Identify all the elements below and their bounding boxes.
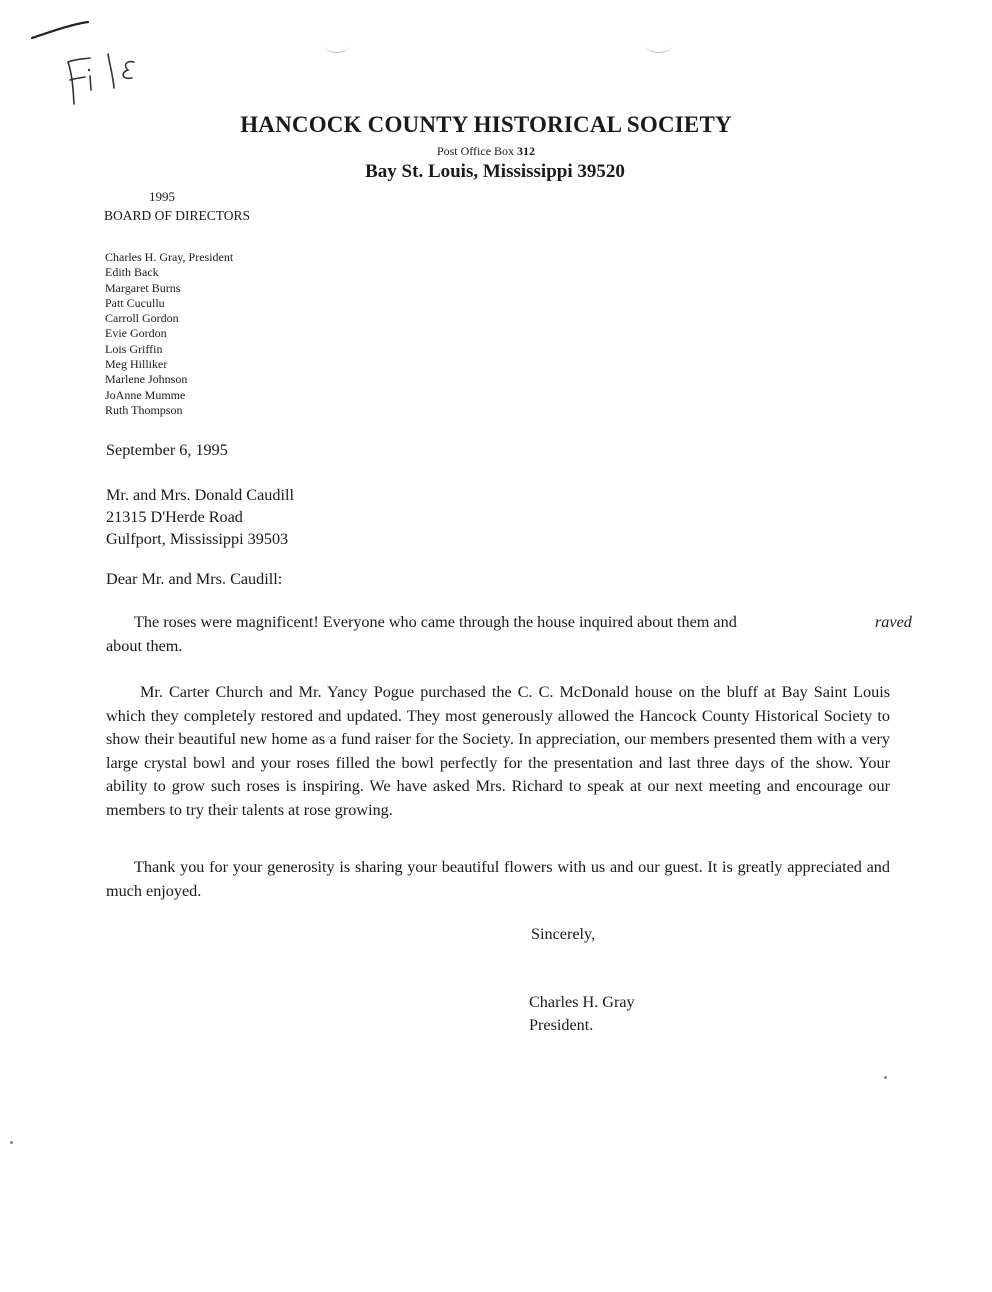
board-member: Marlene Johnson — [105, 372, 188, 387]
board-member: Edith Back — [105, 265, 159, 280]
recipient-address — [106, 484, 294, 550]
recipient-name: Mr. and Mrs. Donald Caudill — [106, 486, 294, 504]
closing: Sincerely, — [531, 925, 596, 943]
board-member: Carroll Gordon — [105, 311, 179, 326]
board-member: Meg Hilliker — [105, 357, 168, 372]
board-title: BOARD OF DIRECTORS — [104, 208, 251, 223]
organization-name: HANCOCK COUNTY HISTORICAL SOCIETY — [240, 112, 732, 137]
city-line: Bay St. Louis, Mississippi 39520 — [365, 161, 625, 182]
salutation: Dear Mr. and Mrs. Caudill: — [106, 570, 283, 588]
handwritten-file-note — [28, 18, 168, 118]
letter-date: September 6, 1995 — [106, 441, 228, 459]
board-member: Margaret Burns — [105, 280, 181, 295]
board-member: Evie Gordon — [105, 326, 167, 341]
emphasis-raved: raved — [875, 613, 912, 631]
punch-hole-mark — [324, 38, 350, 53]
signer-title: President. — [529, 1016, 594, 1034]
recipient-city: Gulfport, Mississippi 39503 — [106, 530, 289, 548]
punch-hole-mark — [646, 38, 672, 53]
signature-block — [529, 991, 635, 1037]
board-member: Lois Griffin — [105, 341, 163, 356]
signer-name: Charles H. Gray — [529, 993, 635, 1011]
paragraph-3: Thank you for your generosity is sharing your beautiful flowers with us and our guest. It is greatly appreciated and much enjoyed. — [106, 858, 890, 900]
po-box-line — [0, 144, 972, 159]
board-member: Patt Cucullu — [105, 295, 165, 310]
paragraph-1 — [106, 611, 912, 658]
po-box-number: 312 — [517, 144, 536, 158]
paragraph-1-text: The roses were magnificent! Everyone who came through the house inquired about them and — [134, 613, 737, 631]
paragraph-1-line-1 — [106, 611, 912, 635]
board-member: Ruth Thompson — [105, 402, 183, 417]
board-member: JoAnne Mumme — [105, 387, 186, 402]
paragraph-2: Mr. Carter Church and Mr. Yancy Pogue purchased the C. C. McDonald house on the bluff at Bay Saint Louis which they completely restored and updated. They most generously allowed the Hancock County Historical Society to show their beautiful new home as a fund raiser for the Society. In appreciation, our members presented them with a very large crystal bowl and your roses filled the bowl perfectly for the presentation and last three days of the show. Your ability to grow such roses is inspiring. We have asked Mrs. Richard to speak at our next meeting and encourage our members to try their talents at rose growing. — [106, 683, 890, 819]
scan-speck — [10, 1141, 13, 1144]
paragraph-1-line-2: about them. — [106, 636, 183, 655]
po-box-label: Post Office Box — [436, 144, 515, 158]
board-member-list — [105, 250, 233, 418]
recipient-street: 21315 D'Herde Road — [106, 508, 243, 526]
scan-speck — [884, 1076, 887, 1079]
board-member: Charles H. Gray, President — [105, 250, 234, 264]
board-year: 1995 — [149, 189, 175, 204]
